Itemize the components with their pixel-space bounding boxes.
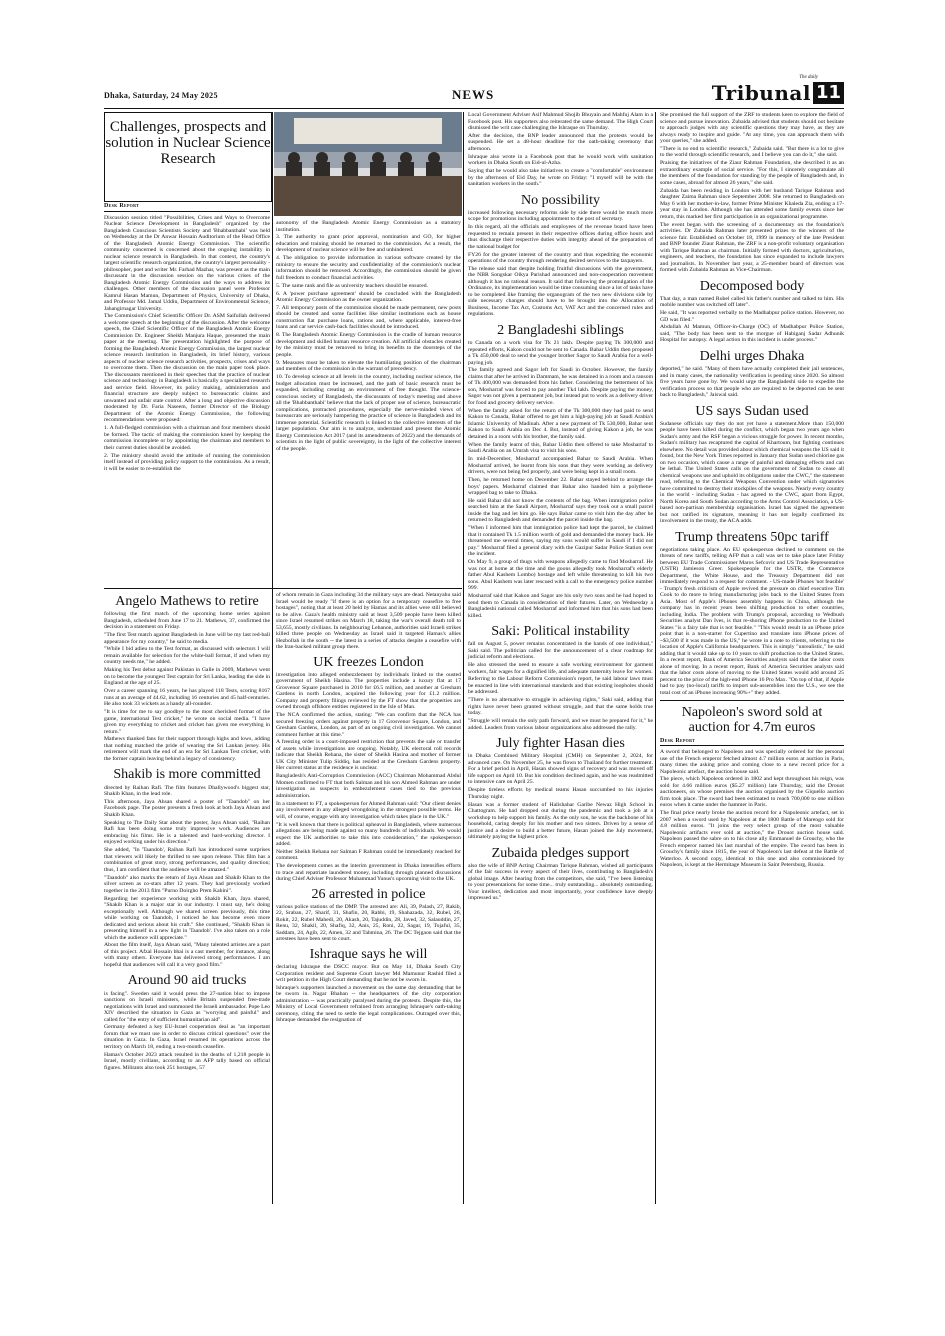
paragraph: Then, he returned home on December 22. Bahar stayed behind to arrange the boys' papers. Mosharraf claimed that Bahar also handed him a polythene-wrapped bag to take to Dhaka. [468,477,653,497]
logo-tagline: The daily [799,75,818,80]
paragraph: He said, "It was reported verbally to the Madhabpur police station. However, no GD was filed." [660,310,844,323]
paragraph: The development comes as the interim government in Dhaka intensifies efforts to trace and repatriate laundered money, including through planned discussions during Chief Adviser Professor Muhammad Yunus's upcoming visit to the UK. [276,863,461,883]
paragraph: In this regard, all the officials and employees of the revenue board have been requested to remain present in their respective offices during office hours and thus discharge their respective duties with integrity ahead of the preparation of the national budget for [468,224,653,250]
paragraph: Mathews thanked fans for their support through highs and lows, adding that nothing matched the pride of wearing the Sri Lankan jersey. His retirement will mark the end of an era for Sri Lankan Test cricket, with the former captain leaving behind a legacy of consistency. [104,736,270,762]
column-2-lower [276,592,461,1025]
paragraph: The Commission's Chief Scientific Officer Dr. ASM Saifullah delivered a welcome speech at the beginning of the discussion. After the welcome speech, the Chief Scientific Officer of the Bangladesh Atomic Energy Commission Dr. Engineer Sheikh Manjura Haque, presented the main paper at the meeting. The presentation highlighted the purpose of forming the Bangladesh Atomic Energy Commission, the largest nuclear science research institution in Bangladesh, its brief history, various aspects of nuclear science research activities, prospects, crises and ways to overcome them. Then the discussion on the main paper took place. The discussants mentioned in their speeches that the practice of nuclear science and technology in Bangladesh is basically a specialized research and service field. However, its policy making, administration and financial structure are deeply subject to bureaucratic claims and unwanted and unfair state control. After a long and objective discussion moderated by Dr. Faria Naseem, former Director of the Biology Department of the Atomic Energy Commission, the following recommendations were proposed: [104,313,270,424]
arrested-headline: 26 arrested in police [311,886,426,902]
paragraph: Over a career spanning 16 years, he has played 118 Tests, scoring 8167 runs at an average of 44.62, including 16 centuries and 45 half-centuries. He also took 33 wickets as a handy all-rounder. [104,688,270,708]
paragraph: On May 9, a group of thugs with weapons allegedly came to find Mosharraf. He was not at home at the time and the goons allegedly took Mosharraf's elderly father Abul Kashem Lombo) hostage and left while threatening to kill his two sons. Abul Kashem was later rescued with a call to the emergency police number 999. [468,559,653,592]
paragraph: Despite tireless efforts by medical teams Hasan succumbed to his injuries Thursday night. [468,787,653,800]
siblings-headline: 2 Bangladeshi siblings [497,322,624,338]
sudan-headline: US says Sudan used [695,403,809,419]
edition-date: Dhaka, Saturday, 24 May 2025 [104,91,218,100]
paragraph: A sword that belonged to Napoleon and was specially ordered for the personal use of the French emperor fetched almost 4.7 million euros at auction in Paris, many times the asking price and coming close to a new record price for a Napoleonic artefact, the auction house said. [660,749,844,775]
paragraph: investigation into alleged embezzlement by individuals linked to the ousted government of Sheikh Hasina. The properties include a luxury flat at 17 Grosvenor Square purchased in 2010 for £6.5 million, and another at Gresham Gardens in north London, acquired the following year for £1.2 million. Company and property filings reviewed by the FT show that the properties are owned through offshore entities registered in the Isle of Man. [276,671,461,711]
paragraph: Bangladesh's Anti-Corruption Commission (ACC) Chairman Mohammad Abdul Momen confirmed to FT that both Salman and his son Ahmed Rahman are under investigation as suspects in embezzlement cases tied to the previous administration. [276,773,461,799]
paragraph: negotiations taking place. An EU spokesperson declined to comment on the threats of new tariffs, telling AFP that a call was set to take place later Friday between EU Trade Commissioner Maros Sefcovic and US Trade Representative (USTR) Jamieson Greer. Spokespeople for the USTR, the Commerce Department, the White House, and the Treasury Department did not immediately respond to a request for comment. - US-made iPhones 'not feasible' - Trump's fresh criticism of Apple revived the pressure on chief executive Tim Cook to do more to bring manufacturing jobs back to the United States from Asia. Most of Apple's iPhones assembly happens in China, although the company has in recent years been shifting production to other countries, including India. The problem with Trump's proposal, according to Wedbush Securities analyst Dan Ives, is that re-shoring iPhone production to the United States "is a fairy tale that is not feasible." "This would result in an iPhone price point that is a non-starter for Cupertino and translate into iPhone prices of ~$3,500 if it was made in the US," he wrote in a note to clients, referring to the location of Apple's California headquarters. This is simply "unrealistic," he said adding that it would take up to 10 years to shift production to the United States. In a recent report, Bank of America Securities analysts said that the labor costs alone of moving. In a recent report, Bank of America Securities analysts said that the labor costs alone of moving to the United States would add around 25 percent to the price of the high-end iPhone 16 Pro Max. "On top of that, if Apple had to pay (no-local) tariffs to import sub-assemblies into the U.S., we see the total cost of an iPhone increasing 90%+" they added. [660,546,844,696]
paragraph: "When I informed him that immigration police had kept the parcel, he claimed that it contained Tk 1.5 million worth of gold and demanded the money back. He threatened me several times, saying my sons would suffer in Saudi if I did not pay." Mosharraf filed a general diary with the Gazipur Sadar Police Station over the incident. [468,525,653,558]
paragraph: In a statement to FT, a spokesperson for Ahmed Rahman said: "Our client denies any involvement in any alleged wrongdoing in the strongest possible terms. He will, of course, engage with any investigation which takes place in the UK." [276,800,461,820]
column-rule [463,112,464,1204]
paragraph: Ishraque's supporters launched a movement on the same day demanding that he be sworn in. Nagar Bhaban -- the headquarters of the city corporation administration -- was practically paralysed during the protests. Despite this, the Ministry of Local Government refrained from arranging Ishraque's oath-taking ceremony, citing the need to settle the legal complications. Outraged over this, Ishraque demanded the resignation of [276,984,461,1024]
zubaida-headline: Zubaida pledges support [491,845,630,861]
paragraph: The family agreed and Sagor left for Saudi in October. However, the family claims that after he arrived in Dammam, he was detained in a room and a ransom of Tk 400,000 was demanded from his father. Considering the betterment of his son, Mosharraf was forced to pay another Tk4 lakh. Despite paying the money, Sagor was not given a permanent job, but instead put to work as a delivery driver for food and grocery delivery service. [468,367,653,406]
paragraph: "It is well known that there is political upheaval in Bangladesh, where numerous allegations are being made against so many hundreds of individuals. We would expect the UK authorities to take this into consideration," the spokesperson added. [276,821,461,848]
paragraph: increased following necessary reforms side by side there would be much more scope for promotions including appointment to the post of secretary. [468,209,653,223]
paragraph: He also stressed the need to ensure a safe working environment for garment workers, fair wages for a dignified life, and adequate maternity leave for women. [468,662,653,675]
paragraph: 2. The ministry should avoid the attitude of running the commission itself instead of providing policy support to the commission. As a result, it will be easier to re-establish the [104,452,270,472]
paragraph: FY26 for the greater interest of the country and thus expediting the economic operations of the country through rendering desired services to the taxpayers. [468,251,653,265]
paragraph: In mid-December, Mosharraf accompanied Bahar to Saudi Arabia. When Mosharraf arrived, he learnt from his sons that they were working as delivery drivers, were not being fed properly, and were being kept in a small room. [468,456,653,476]
paragraph: 7. All temporary posts of the commission should be made permanent, new posts should be created and some facilities like similar institutions such as house construction flat purchase loans, rations and, where applicable, interest-free loans and car service cash-back facilities should be introduced. [276,304,461,331]
column-4 [660,112,844,870]
paragraph: Germany defeated a key EU-Israel cooperation deal as "an important forum that we must use in order to discuss critical questions" over the situation in Gaza. In Gaza, Israel resumed its operations across the territory on March 18, ending a two-month ceasefire. [104,1024,270,1050]
paragraph: The final price nearly broke the auction record for a Napoleonic artefact, set in 2007 when a sword used by Napoleon at the 1800 Battle of Marengo sold for 4.8 million euros. "It joins the very select group of the most valuable Napoleonic artifacts ever sold at auction," the Drouot auction house said. Napoleon passed the sabre on to his close ally Emmanuel de Grouchy, who the French emperor named his last marshal of the empire. The sword has been in Grouchy's family since 1815, the year of Napoleon's last defeat at the Battle of Waterloo. A second copy, identical to this one and also commissioned by Napoleon, is kept at the Hermitage Museum in Saint Petersburg, Russia. [660,810,844,869]
paragraph: 5. The same rank and file as university teachers should be ensured. [276,282,428,289]
aid-headline: Around 90 aid trucks [127,973,247,989]
paragraph: Abdullah Al Mamun, Officer-in-Charge (OC) of Madhabpur Police Station, said, "The body has been sent to the morgue of Habiganj Sadar Adhunik Hospital for autopsy. A legal action in this incident is under process." [660,324,844,344]
paragraph: Making his Test debut against Pakistan in Galle in 2009, Mathews went on to become the youngest Test captain for Sri Lanka, leading the side in England at the age of 25. [104,667,270,687]
paragraph: Saying that he would also take initiatives to create a "comfortable" environment by the afternoon of Eid Day, he wrote on Friday: "I myself will be with the sanitation workers in the south." [468,168,653,188]
paragraph: "The first Test match against Bangladesh in June will be my last red-ball appearance for my country," he said to media. [104,632,270,645]
paragraph: "It is time for me to say goodbye to the most cherished format of the game, international Test cricket," he wrote on social media. "I have given my everything to cricket and cricket has given me everything in return." [104,709,270,735]
column-rule [272,112,273,1204]
ishraque-headline: Ishraque says he will [309,946,428,962]
paragraph: That day, a man named Rubel called his father's number and talked to him. His mobile number was switched off later". [660,295,844,309]
nuclear-article-col2 [276,220,461,454]
paragraph: in Dhaka Combined Military Hospital (CMH) on September 2, 2024, for advanced care. On November 25, he was flown to Thailand for further treatment. For a brief period in April, Hasan showed signs of recovery and was moved off life support on April 10. But his condition declined again, and he was readmitted to intensive care on April 25. [468,753,653,786]
saki-headline: Saki: Political instability [491,624,630,640]
paragraph: 1. A full-fledged commission with a chairman and four members should be formed. The tactic of making the commission kneel by keeping the commission incomplete or by appointing the chairman and members to their current duties should be avoided. [104,425,270,451]
paragraph: is facing". Sweden said it would press the 27-nation bloc to impose sanctions on Israeli ministers, while Britain suspended free-trade negotiations with Israel and summoned the Israeli ambassador. Pope Leo XIV described the situation in Gaza as "worrying and painful" and called for "the entry of sufficient humanitarian aid". [104,990,270,1023]
paragraph: When the family learnt of this, Bahar Uddin then offered to take Mosharraf to Saudi Arabia on an Umrah visa to visit his sons. [468,441,653,455]
paragraph: also the wife of BNP Acting Chairman Tarique Rahman, wished all participants of the fair success in every aspect of their lives, contributing to Bangladesh's global image. After hearing from the competitors, she said, "I've been listening to your presentations for some time... truly outstanding... absolutely outstanding. Your intellect, dedication and most importantly, your confidence have deeply impressed us." [468,862,653,902]
paragraph: Referring to the Labour Reform Commission's report, he said labour laws must be enacted in line with international standards and that existing loopholes should be addressed. [468,676,653,696]
paragraph: Praising the initiatives of the Ziaur Rahman Foundation, she described it as an extraordinary example of social service. "For this, I sincerely congratulate all the members of the foundation for standing by the people of Bangladesh and, in some cases, abroad for almost 26 years," she said. [660,160,844,186]
paragraph: "While I bid adieu to the Test format, as discussed with selectors I will remain available for selection for the white-ball format, if and when my country needs me," he added. [104,646,270,666]
paragraph: directed by Raihan Rafi. The film features Dhallywood's biggest star, Shakib Khan, in the lead role. [104,784,270,798]
paragraph: 9. Measures must be taken to elevate the humiliating position of the chairman and members of the commission in the warrant of precedency. [276,359,461,373]
column-3 [468,112,653,903]
napoleon-article [660,700,844,869]
section-title: NEWS [452,87,495,102]
paragraph: Local Government Adviser Asif Mahmud Shojib Bhuyain and Mahfuj Alam in a Facebook post. His supporters also reiterated the same demand. The High Court dismissed the writ case challenging the Ishraque on Thursday. [468,112,653,131]
page-number: 11 [813,82,844,104]
paragraph: following the first match of the upcoming home series against Bangladesh, scheduled from June 17 to 21. Mathews, 37, confirmed the decision in a statement on Friday. [104,611,270,631]
paragraph: fall on August 5, power remains concentrated in the hands of one individual," Saki said. The politician called for the announcement of a clear roadmap for judicial reform and elections. [468,641,653,661]
paragraph: Regarding her experience working with Shakib Khan, Jaya shared, "Shakib Khan is a major star in our industry. I must say, he's doing exceptionally well. Although we shared screen previously, this time while working on Taandob, I noticed he has become even more dedicated and serious about his craft." She continued, "Shakib Khan is presenting himself in a new light in 'Taandob'. I've also taken on a role which the audience will appreciate." [104,895,270,941]
paragraph: Speaking to The Daily Star about the poster, Jaya Ahsan said, "Raihan Rafi has been doing some truly impressive work. Audiences are embracing his films. He is a talented and hard-working director. I enjoyed working under his direction." [104,819,270,846]
nuclear-headline-box [104,112,272,202]
paragraph: She added, "In 'Taandob', Raihan Rafi has introduced some surprises that viewers will likely be thrilled to see upon release. This film has a combination of great story, strong performances, and quality direction; thus, I am confident that the audience will be amazed." [104,847,270,873]
nuclear-headline: Challenges, prospects and solution in Nuclear Science Research [105,119,271,168]
mathews-headline: Angelo Mathews to retire [115,594,259,609]
paragraph: Hamas's October 2023 attack resulted in the deaths of 1,218 people in Israel, mostly civilians, according to an AFP tally based on official figures. Militants also took 251 hostages, 57 [104,1051,270,1071]
paragraph: The piece, which Napoleon ordered in 1802 and kept throughout his reign, was sold for 4.66 million euros ($5.27 million) late Thursday, said the Drouot auctioneers, on whose premises the auction organised by the Giquello auction firm took place. The sword had been estimated to reach 700,000 to one million euros when it came under the hammer in Paris. [660,776,844,809]
nuclear-byline: Desk Report [104,203,270,212]
logo-wordmark: Tribunal [711,81,811,105]
paragraph: Sudanese officials say they do not yet have a statement.More than 150,000 people have been killed during the conflict, which began two years ago when Sudan's army and the RSF began a vicious struggle for power. In recent months, Sudan's military has recaptured the capital of Khartoum, but fighting continues elsewhere. No detail was provided about which chemical weapons the US said it found, but the New York Times reported in January that Sudan used chlorine gas on two occasion, which cause a range of painful and damaging effects and can be lethal. The United States calls on the government of Sudan to cease all chemical weapons use and uphold its obligations under the CWC," the statement read, referring to the Chemical Weapons Convention under which signatories have committed to destroy their stockpiles of the weapons. Nearly every country in the world - including Sudan - has agreed to the CWC, apart from Egypt, North Korea and South Sudan according to the Arms Control Association, a US-based non-partisan membership organisation. Israel has signed the agreement but not ratified its signature, meaning it has not legally confirmed its involvement in the treaty, the ACA adds. [660,420,844,525]
paragraph: The NCA confirmed the action, stating: "We can confirm that the NCA has secured freezing orders against property in 17 Grosvenor Square, London, and Gresham Gardens, London, as part of an ongoing civil investigation. We cannot comment further at this time." [276,712,461,738]
section-rule [104,588,462,589]
paragraph: deported," he said. "Many of them have actually completed their jail sentences, and in many cases, the nationality verification is pending since 2020. So almost five years have gone by. We would urge the Bangladeshi side to expedite the verification process so that people who are required to be deported can be sent back to Bangladesh," Jaiswal said. [660,366,844,399]
paragraph: 6. A 'power purchase agreement' should be concluded with the Bangladesh Atomic Energy Commission as the owner organization. [276,290,461,304]
paragraph: "Taandob" also marks the return of Jaya Ahsan and Shakib Khan to the silver screen as co-stars after 12 years. They had previously worked together in the 2013 film "Purno Doirgho Prem Kahini". [104,874,270,894]
paragraph: After the decision, the BNP leader announced that the protests would be suspended. He set a 48-hour deadline for the oath-taking ceremony that afternoon. [468,132,653,152]
paragraph: She promised the full support of the ZRF to students keen to explore the field of science and pursue innovation. Zubaida advised that students should not hesitate to approach judges with any scientific questions they may have, as they are always ready to inspire and guide. "At any time, you can approach them with your queries," she added. [660,112,844,144]
napoleon-byline: Desk Report [660,738,844,747]
paragraph: About the film itself, Jaya Ahsan said, "Many talented artistes are a part of this project. Afzal Hossain bhai is a cast member, for instance, along with many others. Everyone has delivered strong performances. I am hopeful that audiences will call it a very good film." [104,942,270,968]
seminar-photo-image [274,112,462,216]
paragraph: "There is no end to scientific research," Zubaida said. "But there is a lot to give to the world through scientific research, and I believe you can do it," she said. [660,145,844,159]
column-1-lower [104,592,270,1073]
paragraph: Ishraque also wrote in a Facebook post that he would work with sanitation workers in Dhaka South on Eid-ul-Azha. [468,153,653,167]
masthead [104,75,844,109]
hasan-headline: July fighter Hasan dies [496,736,625,752]
paragraph: Mosharraf said that Kakon and Sagor are his only two sons and he had hoped to send them to Canada in consideration of their futures. Later, on Wednesday a Bangladeshi national called Mosharraf and informed him that his sons had been killed. [468,593,653,619]
nuclear-article-col1 [104,202,270,474]
column-rule [655,112,656,1204]
paragraph: Neither Sheikh Rehana nor Salman F Rahman could be immediately reached for comment. [276,848,461,862]
paragraph: The event began with the screening of a documentary on the foundation's activities. Dr Zubaida Rahman later presented prizes to the winners of the science fair. Established on October 18, 1999 in memory of the late President and BNP founder Ziaur Rahman, the ZRF is a non-profit voluntary organisation with Tarique Rahman as chairman. Initially formed with doctors, agriculturists, engineers, and teachers, the foundation has since expanded to include lawyers and journalists. In November last year, a 25-member board of directors was formed with Zubaida Rahman as Vice-Chairman. [660,221,844,274]
paragraph: autonomy of the Bangladesh Atomic Energy Commission as a statutory institution. [276,220,461,233]
seminar-photo [274,112,462,216]
shakib-headline: Shakib is more committed [113,767,261,783]
delhi-headline: Delhi urges Dhaka [699,348,805,364]
paragraph: When the family asked for the return of the Tk 300,000 they had paid to send Kakon to Canada, Bahar offered to get him a high-paying job at Saudi Arabia's Islamic University of Madinah. After a new payment of Tk 530,000, Bahar sent Kakon to Saudi Arabia on Dec 4. But, instead of giving Kakon a job, he was detained in a room with his brother, the family said. [468,407,653,440]
paragraph: 4. The obligation to provide information in various software created by the ministry to ensure the security and confidentiality of the commission's nuclear information should be removed. Accordingly, the commission should be given full freedom to conduct financial activities. [276,255,461,281]
uk-headline: UK freezes London [313,654,424,670]
paragraph: various police stations of the DMP. The arrested are: Ali, 39, Palash, 27, Rakib, 22, Sraban, 27, Sharif, 31, Shafin, 20, Rabbi, 19, Shahazada, 32, Rubel, 26, Rokit, 22, Rubel Mahedi, 20, Akash, 20, Tajuddin, 28, Javed, 32, Salauddin, 27, Renu, 32, Shakil, 20, Shafiq, 32, Anis, 25, Roni, 22, Sagar, 19, Tojaful, 35, Saddam, 24, Agib, 22, Amen, 32 and Tahmina, 26. The DC Tejgaon said that the arrestees have been sent to court. [276,903,461,943]
paragraph: Discussion session titled "Possibilities, Crises and Ways to Overcome Nuclear Science Development in Bangladesh" organized by the Bangladesh Conscious Scientists Society and 'Bhabbanthabi' was held on Wednesday at the Dr Anwar Hossain Auditorium of the Head Office of the Bangladesh Atomic Energy Commission. The scientific community concerned is concerned about the ongoing instability in nuclear science research in Bangladesh. In that context, the country's largest scientific research organization, the country's largest personality - philosopher, poet and writer Mr. Farhad Mazhar, was present as the main discussant in the discussion session on the various crises of the Bangladesh Atomic Energy Commission and the ways to address its challenges. Other members of the discussion panel were Professor Kamrul Hasan Mamun, Department of Physics, University of Dhaka, and Professor Md. Jamal Uddin, Department of Environmental Science, Jahangirnagar University. [104,214,271,312]
decomposed-headline: Decomposed body [699,278,805,294]
paragraph: This afternoon, Jaya Ahsan shared a poster of "Taandob" on her Facebook page. The poster presents a fresh look at both Jaya Ahsan and Shakib Khan. [104,798,270,818]
possibility-headline: No possibility [521,192,600,208]
newspaper-logo [711,75,844,105]
paragraph: declaring Ishraque the DSCC mayor. But on May 14, Dhaka South City Corporation resident and Supreme Court lawyer Md Mamunur Rashid filed a writ petition in the High Court demanding that he not be sworn in. [276,964,461,984]
paragraph: Zubaida has been residing in London with her husband Tarique Rahman and daughter Zaima Rahman since September 2008. She returned to Bangladesh on May 6 with her mother-in-law, former Prime Minister Khaleda Zia, ending a 17-year stay in London. Although she has attended some family events since her return, this marked her first participation in an organizational programme. [660,187,844,220]
paragraph: He said Bahar did not know the contents of the bag. When immigration police searched him at the Saudi Airport, Mosharraf says they took out a small parcel inside the bag and let him go. He says Bahar came to visit him the day after he returned to Bangladesh and demanded the parcel inside the bag. [468,497,653,524]
paragraph: The release said that despite holding fruitful discussions with the government, the NBR Songskar Oikya Parishad announced and non-cooperation movement although it has no rational reason. It said that following the promulgation of the Ordinance, its implementation would be time consuming since a lot of tasks have to be completed like framing the organogram of the two new divisions side by side necessary changes should have to be brought into the Allocation of Business, Income Tax Act, Customs Act, VAT Act and the concerned rules and regulations. [468,265,653,318]
paragraph: 3. The authority to grant prior approval, nomination and GO, for higher education and training should be returned to the commission. As a result, the development of nuclear science will be free and unhindered. [276,234,461,254]
paragraph: Hasan was a former student of Halishahar Garibe Newaz High School in Chattogram. He had dropped out during the pandemic and took a job at a workshop to help support his family. As the only son, he was the backbone of his household, caring deeply for his mother and two sisters. Driven by a sense of justice and a desire to build a better future, Hasan joined the July movement, ultimately paying the highest price. [468,801,653,841]
trump-headline: Trump threatens 50pc tariff [675,529,829,545]
napoleon-headline: Napoleon's sword sold at auction for 4.7m euros [681,705,823,736]
paragraph: 8. The Bangladesh Atomic Energy Commission is the cradle of human resource development and skilled human resource creation. All artificial obstacles created by the ministry must be removed to bring its benefits to the doorsteps of the people. [276,332,461,358]
paragraph: "Struggle will remain the only path forward, and we must be prepared for it," he added. Leaders from various labour organizations also addressed the rally. [468,718,653,731]
paragraph: A freezing order is a court-imposed restriction that prevents the sale or transfer of assets while investigations are ongoing. Notably, UK electoral roll records indicate that Sheikh Rehana, the sister of Sheikh Hasina and mother of former UK City Minister Tulip Siddiq, has resided at the Gresham Gardens property. Her current status at the residence is unclear. [276,739,461,772]
paragraph: 10. To develop science at all levels in the country, including nuclear science, the budget allocation must be increased, and the path of basic research must be expanded, including creating an environment of free thought. The science-conscious society of Bangladesh, the discussants of today's meeting and above all the 'Bhabbanthabi' believe that the lack of proper use of science, bureaucratic complications, protracted procedures, especially the nerve-minded views of bureaucrats are seriously hampering the practice of science in Bangladesh and its immense potential. Scientific research is linked to the collective interests of the larger population. Our aim is to analyze, understand and present the Atomic Energy Commission Act 2017 (and its amendments of 2022) and the demands of scientists in the light of public sovereignty, in the light of the collective interest of the people. [276,374,461,452]
paragraph: "There is no alternative to struggle in achieving rights," Saki said, adding that rights have never been granted without struggle, and that the same holds true today. [468,697,653,717]
paragraph: to Canada on a work visa for Tk 21 lakh. Despite paying Tk 300,000 and repeated efforts, Kakon could not be sent to Canada. Bahar Uddin then proposed a Tk 450,000 deal to send the younger brother Sagor to Saudi Arabia for a well-paying job. [468,340,653,366]
paragraph: of whom remain in Gaza including 34 the military says are dead. Netanyahu said Israel would be ready "if there is an option for a temporary ceasefire to free hostages", noting that at least 20 held by Hamas and its allies were still believed to be alive. Gaza's health ministry said at least 3,509 people have been killed since Israel resumed strikes on March 18, taking the war's overall death toll to 53,655, mostly civilians. In neighbouring Lebanon, authorities said Israeli strikes killed three people on Wednesday as Israel said it targeted Hamas's allies Hezbollah in the south -- the latest in a series of attacks despite a ceasefire with the Iran-backed militant group there. [276,592,461,650]
